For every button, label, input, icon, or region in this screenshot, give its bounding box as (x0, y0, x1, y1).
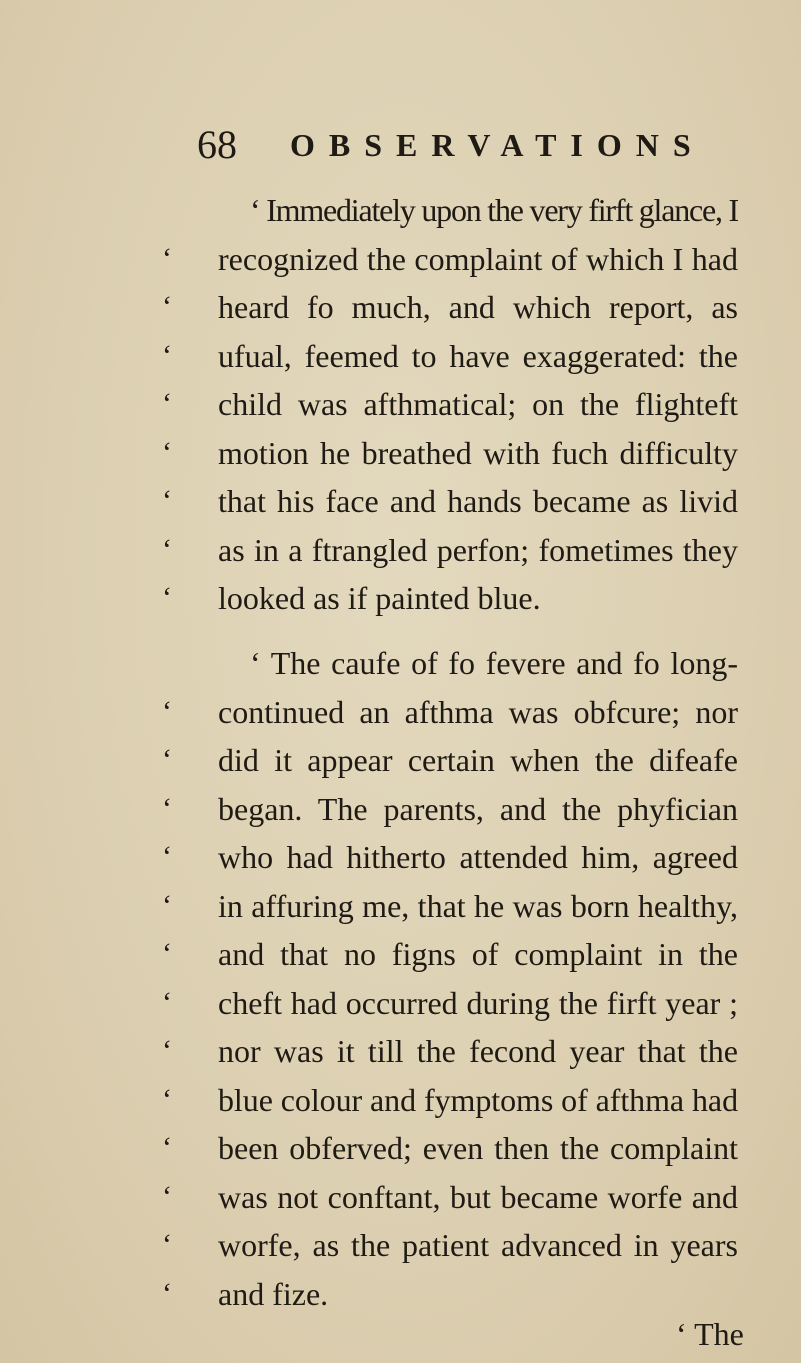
line-text: cheft had occurred during the firft year ; (218, 984, 738, 1021)
quotation-mark: ‘ (162, 435, 172, 469)
quotation-mark: ‘ (162, 937, 172, 970)
line-text: as in a ftrangled perfon; fometimes they (218, 531, 738, 568)
line-text: looked as if painted blue. (218, 580, 541, 616)
text-line (0, 736, 801, 784)
quotation-mark: ‘ (162, 1082, 172, 1116)
text-line (0, 332, 801, 380)
quotation-mark: ‘ (162, 743, 172, 776)
line-text: heard fo much, and which report, as (218, 289, 738, 325)
text-line (0, 429, 801, 477)
quotation-mark: ‘ (162, 387, 172, 420)
text-line (0, 688, 801, 736)
quotation-mark: ‘ (162, 791, 172, 825)
text-line (0, 882, 801, 930)
line-text: was not conftant, but became worfe and (218, 1178, 738, 1215)
line-text: began. The parents, and the phyfician (218, 790, 738, 827)
running-title: OBSERVATIONS (290, 127, 705, 163)
text-line (0, 235, 801, 283)
line-text: in affuring me, that he was born healthy, (218, 887, 738, 924)
quotation-mark: ‘ (162, 1179, 172, 1213)
line-text: been obferved; even then the complaint (218, 1130, 738, 1166)
line-text: nor was it till the fecond year that the (218, 1033, 738, 1069)
line-text: motion he breathed with fuch difficulty (218, 434, 738, 471)
line-text: blue colour and fymptoms of afthma had (218, 1081, 739, 1118)
text-line (0, 1173, 801, 1221)
quotation-mark: ‘ (162, 241, 172, 275)
text-line (0, 1124, 801, 1172)
line-text: ‘ The caufe of fo fevere and fo long- (250, 645, 738, 681)
line-text: did it appear certain when the difeafe (218, 742, 738, 778)
text-line (0, 1221, 801, 1269)
line-text: and that no figns of complaint in the (218, 936, 738, 972)
text-line (0, 526, 801, 574)
quotation-mark: ‘ (162, 888, 172, 922)
quotation-mark: ‘ (162, 840, 172, 873)
text-line (0, 930, 801, 978)
quotation-mark: ‘ (162, 484, 172, 517)
quotation-mark: ‘ (162, 290, 172, 323)
quotation-mark: ‘ (162, 532, 172, 566)
quotation-mark: ‘ (162, 985, 172, 1019)
line-text: child was afthmatical; on the flighteft (218, 386, 738, 422)
running-head (0, 115, 801, 175)
line-text: worfe, as the patient advanced in years (218, 1227, 738, 1263)
quotation-mark: ‘ (162, 338, 172, 372)
text-line (0, 283, 801, 331)
text-line (0, 979, 801, 1027)
line-text: that his face and hands became as livid (218, 483, 738, 519)
quotation-mark: ‘ (162, 1276, 172, 1310)
line-text: who had hitherto attended him, agreed (218, 839, 738, 875)
quotation-mark: ‘ (162, 694, 172, 728)
line-text: ufual, feemed to have exaggerated: the (218, 337, 738, 374)
text-line (0, 1076, 801, 1124)
catchword: ‘ The (676, 1316, 744, 1352)
line-text: ‘ Immediately upon the very firft glance, I (250, 192, 739, 228)
text-line (0, 1027, 801, 1075)
text-line (0, 639, 801, 687)
line-text: and fize. (218, 1275, 329, 1312)
line-text: continued an afthma was obfcure; nor (218, 693, 738, 730)
text-line (0, 380, 801, 428)
quotation-mark: ‘ (162, 1228, 172, 1261)
text-line (0, 785, 801, 833)
quotation-mark: ‘ (162, 1034, 172, 1067)
quotation-mark: ‘ (162, 1131, 172, 1164)
page-number: 68 (197, 122, 237, 167)
quotation-mark: ‘ (162, 581, 172, 614)
line-text: recognized the complaint of which I had (218, 240, 738, 277)
text-line (0, 833, 801, 881)
text-line (0, 574, 801, 622)
text-line (0, 186, 801, 234)
text-line (0, 477, 801, 525)
